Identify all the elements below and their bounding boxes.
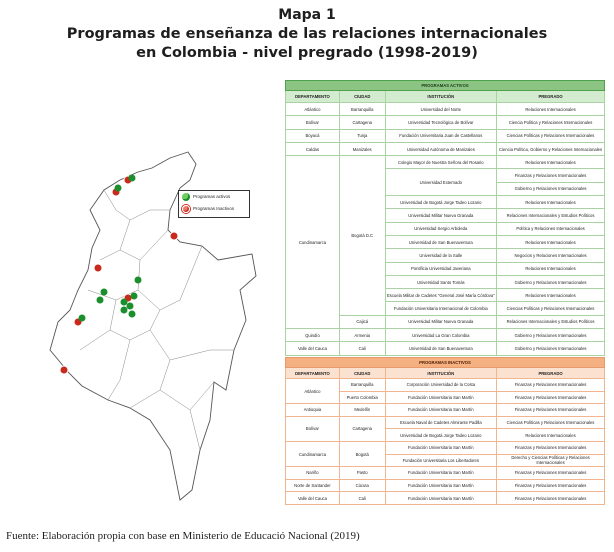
program-cell: Finanzas y Relaciones Internacionales: [497, 379, 605, 392]
column-header: INSTITUCIÓN: [385, 368, 497, 379]
city-cell: Armenia: [339, 329, 385, 342]
table-row: [286, 342, 605, 355]
table-row: [286, 404, 605, 417]
program-cell: Relaciones Internacionales: [497, 196, 605, 209]
map-legend: [178, 190, 250, 218]
city-cell: Tunja: [339, 129, 385, 142]
city-cell: Barranquilla: [339, 379, 385, 392]
active-programs-table: [285, 80, 605, 356]
institution-cell: Universidad de San Buenaventura: [385, 235, 497, 248]
program-cell: Ciencias Políticas y Relaciones Internacionales: [497, 416, 605, 429]
map-title: Programas de enseñanza de las relaciones internacionales: [66, 26, 548, 42]
marker-active-bogota-1: [121, 299, 128, 306]
marker-inactive-cucuta: [170, 232, 178, 240]
program-cell: Ciencia Política y Relaciones Internacionales: [497, 116, 605, 129]
table-row: [286, 329, 605, 342]
institution-cell: Escuela Naval de Cadetes Almirante Padilla: [385, 416, 497, 429]
column-header: PREGRADO: [497, 368, 605, 379]
program-cell: Finanzas y Relaciones Internacionales: [497, 467, 605, 480]
program-cell: Gobierno y Relaciones Internacionales: [497, 275, 605, 288]
institution-cell: Fundación Universitaria San Martín: [385, 467, 497, 480]
marker-active-bogota-4: [129, 311, 136, 318]
institution-cell: Universidad Sergio Arboleda: [385, 222, 497, 235]
city-cell: Cúcuta: [339, 479, 385, 492]
department-cell: Atlántico: [286, 103, 340, 116]
institution-cell: Fundación Universitaria San Martín: [385, 479, 497, 492]
department-cell: Atlántico: [286, 379, 340, 404]
institution-cell: Corporación Universidad de la Costa: [385, 379, 497, 392]
table-caption: PROGRAMAS INACTIVOS: [286, 358, 605, 368]
active-marker-icon: [182, 193, 190, 201]
table-row: [286, 441, 605, 454]
department-cell: Antioquia: [286, 404, 340, 417]
marker-active-bogota-2: [127, 303, 134, 310]
program-cell: Política y Relaciones Internacionales: [497, 222, 605, 235]
map-subtitle: en Colombia - nivel pregrado (1998-2019): [136, 45, 478, 61]
department-cell: Cundinamarca: [286, 441, 340, 466]
program-cell: Finanzas y Relaciones Internacionales: [497, 404, 605, 417]
table-row: [286, 129, 605, 142]
title-block: [0, 6, 614, 63]
city-cell: Bogotá: [339, 441, 385, 466]
table-row: [286, 492, 605, 505]
department-cell: Bolívar: [286, 116, 340, 129]
department-cell: Caldas: [286, 142, 340, 155]
program-cell: Gobierno y Relaciones Internacionales: [497, 182, 605, 195]
marker-active-manizales: [101, 289, 108, 296]
marker-inactive-pasto: [60, 366, 68, 374]
table-row: [286, 142, 605, 155]
marker-active-cali: [79, 315, 86, 322]
program-cell: Finanzas y Relaciones Internacionales: [497, 169, 605, 182]
department-cell: Norte de Santander: [286, 479, 340, 492]
inactive-programs-table: [285, 357, 605, 505]
city-cell: Cajicá: [339, 315, 385, 328]
institution-cell: Universidad Tecnológica de Bolívar: [385, 116, 497, 129]
column-header: INSTITUCIÓN: [385, 91, 497, 103]
institution-cell: Fundación Universitaria San Martín: [385, 441, 497, 454]
program-cell: Negocios y Relaciones Internacionales: [497, 249, 605, 262]
institution-cell: Colegio Mayor de Nuestra Señora del Rosario: [385, 156, 497, 169]
table-row: [286, 156, 605, 169]
institution-cell: Pontificia Universidad Javeriana: [385, 262, 497, 275]
program-cell: Derecho y Ciencias Políticas y Relaciones Internacionales: [497, 454, 605, 467]
program-cell: Relaciones Internacionales: [497, 289, 605, 302]
program-cell: Gobierno y Relaciones Internacionales: [497, 329, 605, 342]
program-cell: Finanzas y Relaciones Internacionales: [497, 492, 605, 505]
institution-cell: Universidad del Norte: [385, 103, 497, 116]
program-cell: Relaciones Internacionales y Estudios Políticos: [497, 315, 605, 328]
city-cell: Cartagena: [339, 416, 385, 441]
table-row: [286, 416, 605, 429]
department-cell: Nariño: [286, 467, 340, 480]
institution-cell: Fundación Universitaria San Martín: [385, 391, 497, 404]
marker-active-cartagena: [115, 185, 122, 192]
city-cell: Medellín: [339, 404, 385, 417]
institution-cell: Universidad Militar Nueva Granada: [385, 315, 497, 328]
institution-cell: Fundación Universitaria San Martín: [385, 492, 497, 505]
department-cell: Boyacá: [286, 129, 340, 142]
table-row: [286, 479, 605, 492]
department-cell: Valle del Cauca: [286, 492, 340, 505]
marker-active-cajica: [131, 293, 138, 300]
program-cell: Relaciones Internacionales: [497, 235, 605, 248]
program-cell: Relaciones Internacionales: [497, 156, 605, 169]
institution-cell: Universidad de Bogotá Jorge Tadeo Lozano: [385, 429, 497, 442]
column-header: DEPARTAMENTO: [286, 91, 340, 103]
city-cell: Barranquilla: [339, 103, 385, 116]
table-row: [286, 467, 605, 480]
program-cell: Relaciones Internacionales y Estudios Políticos: [497, 209, 605, 222]
program-cell: Finanzas y Relaciones Internacionales: [497, 391, 605, 404]
map-number: Mapa 1: [278, 7, 336, 23]
program-cell: Relaciones Internacionales: [497, 103, 605, 116]
institution-cell: Fundación Universitaria San Martín: [385, 404, 497, 417]
city-cell: Pasto: [339, 467, 385, 480]
program-cell: Finanzas y Relaciones Internacionales: [497, 479, 605, 492]
institution-cell: Universidad de Bogotá Jorge Tadeo Lozano: [385, 196, 497, 209]
program-cell: Finanzas y Relaciones Internacionales: [497, 441, 605, 454]
institution-cell: Fundación Universitaria Los Libertadores: [385, 454, 497, 467]
city-cell: Manizales: [339, 142, 385, 155]
marker-inactive-medellin: [94, 264, 102, 272]
institution-cell: Universidad de San Buenaventura: [385, 342, 497, 355]
table-row: [286, 379, 605, 392]
city-cell: Puerto Colombia: [339, 391, 385, 404]
institution-cell: Escuela Militar de Cadetes "General José María Córdova": [385, 289, 497, 302]
marker-active-tunja: [135, 277, 142, 284]
city-cell: Bogotá D.C: [339, 156, 385, 316]
source-note: Fuente: Elaboración propia con base en Ministerio de Educació Nacional (2019): [6, 530, 360, 542]
column-header: PREGRADO: [497, 91, 605, 103]
marker-active-barranquilla: [129, 175, 136, 182]
program-cell: Relaciones Internacionales: [497, 429, 605, 442]
institution-cell: Universidad Militar Nueva Granada: [385, 209, 497, 222]
marker-active-armenia: [97, 297, 104, 304]
table-row: [286, 116, 605, 129]
institution-cell: Universidad Externado: [385, 169, 497, 196]
department-cell: Valle del Cauca: [286, 342, 340, 355]
legend-inactive: [179, 203, 249, 215]
program-cell: Gobierno y Relaciones Internacionales: [497, 342, 605, 355]
institution-cell: Universidad Autónoma de Manizales: [385, 142, 497, 155]
program-cell: Ciencias Políticas y Relaciones Internacionales: [497, 129, 605, 142]
city-cell: Cartagena: [339, 116, 385, 129]
department-cell: Quindío: [286, 329, 340, 342]
marker-active-bogota-3: [121, 307, 128, 314]
program-cell: Ciencias Políticas y Relaciones Internacionales: [497, 302, 605, 315]
institution-cell: Universidad La Gran Colombia: [385, 329, 497, 342]
institution-cell: Universidad Santo Tomás: [385, 275, 497, 288]
legend-inactive-label: Programas Inactivos: [193, 206, 235, 211]
table-row: [286, 103, 605, 116]
column-header: DEPARTAMENTO: [286, 368, 340, 379]
column-header: CIUDAD: [339, 368, 385, 379]
city-cell: Cali: [339, 492, 385, 505]
program-cell: Ciencia Política, Gobierno y Relaciones Internacionales: [497, 142, 605, 155]
institution-cell: Fundación Universitaria Internacional de Colombia: [385, 302, 497, 315]
legend-active: [179, 191, 249, 203]
city-cell: Cali: [339, 342, 385, 355]
column-header: CIUDAD: [339, 91, 385, 103]
institution-cell: Fundación Universitaria Juan de Castellanos: [385, 129, 497, 142]
program-cell: Relaciones Internacionales: [497, 262, 605, 275]
department-cell: Cundinamarca: [286, 156, 340, 329]
department-cell: Bolívar: [286, 416, 340, 441]
institution-cell: Universidad de la Salle: [385, 249, 497, 262]
table-caption: PROGRAMAS ACTIVOS: [286, 81, 605, 91]
legend-active-label: Programas activos: [193, 194, 231, 199]
inactive-marker-icon: [182, 205, 190, 213]
